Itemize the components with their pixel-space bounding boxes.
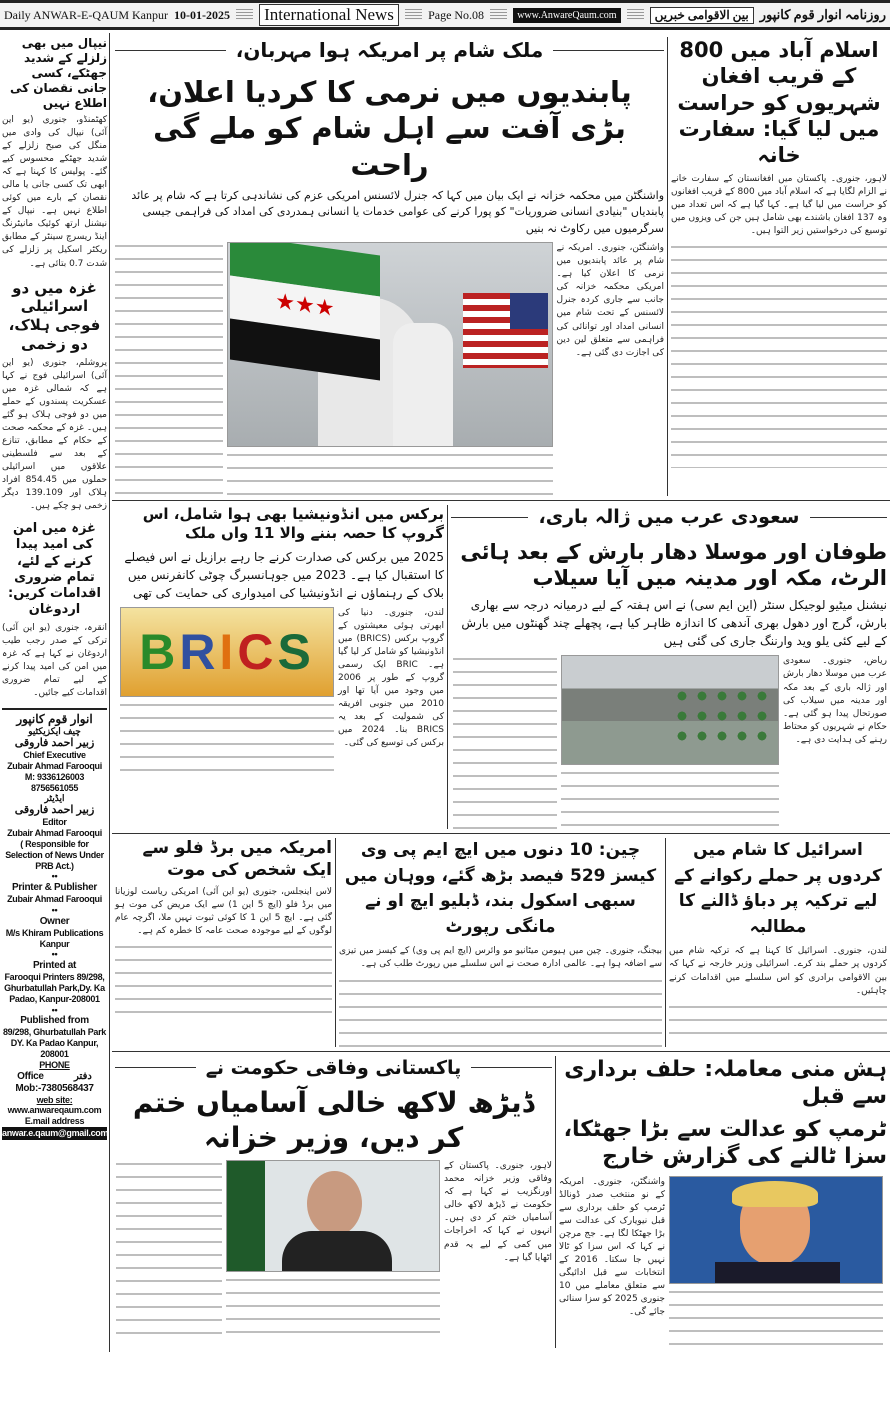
- trees: [672, 686, 772, 746]
- editor-urdu: ایڈیٹر: [44, 793, 65, 804]
- headline: امریکہ میں برڈ فلو سے ایک شخص کی موت: [142, 838, 332, 880]
- article-nepal: [2, 36, 107, 271]
- header-rule: [236, 9, 253, 21]
- us-flag: [463, 293, 548, 368]
- text-texture: [671, 243, 887, 468]
- article-gaza-peace: [2, 521, 107, 700]
- imprint-logo: انوار قوم کانپور: [16, 711, 93, 726]
- headline: برکس میں انڈونیشیا بھی ہوا شامل، اس گروپ کا حصہ بننے والا 11 واں ملک: [142, 505, 444, 542]
- owner-label: Owner: [39, 915, 70, 927]
- article-columns: [451, 655, 887, 829]
- text-texture: [669, 1288, 883, 1348]
- article-brics: [112, 505, 448, 829]
- name-urdu: زبیر احمد فاروقی: [14, 737, 95, 750]
- headline: چین: 10 دنوں میں ایچ ایم پی وی کیسز 529 فیصد بڑھ گئے، ووہان میں سبھی اسکول بند، ڈبلیو ایچ او نے مانگی رپورٹ: [344, 840, 657, 937]
- band-lower: [112, 834, 890, 1051]
- face: [307, 1171, 362, 1236]
- headline: اسلام آباد میں 800 کے قریب افغان شہریوں کو حراست میں لیا گیا: سفارت خانہ: [677, 38, 881, 167]
- paper-name: Daily ANWAR-E-QAUM Kanpur: [4, 7, 168, 22]
- headline: طوفان اور موسلا دھار بارش کے بعد ہائی الرٹ، مکہ اور مدینہ میں آیا سیلاب: [460, 539, 887, 591]
- office-mobile: Mob:-7380568437: [15, 1082, 94, 1094]
- brics-logo: BRICS: [139, 623, 315, 680]
- email-label: E.mail address: [24, 1116, 85, 1127]
- article-body: یروشلم، جنوری (یو این آئی) اسرائیلی فوج نے کہا ہے کہ شمالی غزہ میں عسکریت پسندوں کے حملے میں دو فوجی ہلاک ہو گئے ہیں۔ غزہ کے محکمہ صحت کے حکام کے مطابق، تنازع کے بعد سے فلسطینی علاقوں میں اسرائیلی حملوں میں 854.45 افراد ہلاک اور 139.109 دیگر زخمی ہو چکے ہیں۔: [2, 357, 107, 512]
- published-label: Published from: [20, 1015, 89, 1027]
- subhead: نیشنل میٹیو لوجیکل سنٹر (این ایم سی) نے اس ہفتہ کے لیے درمیانہ درجہ سے بھاری بارش، گرج اور دھول بھری آندھی کا اندازہ ظاہر کیا ہے، پچھلے چند گھنٹوں میں بارش کے لیے کئی یلو وید وارننگ جاری کی گئی ہیں: [461, 598, 887, 649]
- section-title: International News: [259, 4, 399, 26]
- suit: [282, 1231, 392, 1272]
- article-syria: [112, 37, 668, 496]
- photo-syria-flags: [227, 242, 553, 447]
- page-content: [0, 33, 890, 1352]
- article-columns: [115, 242, 664, 496]
- office-label-urdu: دفتر: [74, 1070, 92, 1082]
- separator-dots: ••: [51, 949, 58, 960]
- text-texture: [561, 769, 779, 829]
- header-rule: [405, 9, 422, 21]
- editor-label: Editor: [42, 817, 67, 828]
- article-body: انقرہ، جنوری (یو این آئی) ترکی کے صدر رجب طیب اردوغان نے کہا ہے کہ غزہ میں امن کی امید پیدا کرنے کے لیے تمام ضروری اقدامات کیے جائیں۔: [2, 622, 107, 698]
- main-area: [110, 33, 890, 1352]
- photo-flood: [561, 655, 779, 765]
- photo-column: [120, 607, 334, 781]
- published-address: 89/298, Ghurbatullah Park DY. Ka Padao Kanpur, 208001: [2, 1027, 107, 1059]
- issue-date: 10-01-2025: [173, 7, 230, 22]
- kicker: ملک شام پر امریکہ ہوا مہربان،: [115, 37, 664, 63]
- printer-name: Zubair Ahmad Farooqui: [7, 894, 102, 905]
- photo-column: [669, 1176, 883, 1348]
- article-china: [336, 838, 666, 1046]
- subhead: 2025 میں برکس کی صدارت کرنے جا رہے برازیل نے اس فیصلے کا استقبال کیا ہے۔ 2023 میں جوہانسبرگ چوٹی کانفرنس میں بلاک کے رہنماؤں نے انڈونیشیا کی امیدواری کی حمایت کی تھی: [124, 549, 444, 600]
- web-label: web site:: [36, 1094, 73, 1105]
- band-top: [112, 33, 890, 501]
- photo-finance-minister: [226, 1160, 440, 1272]
- mobile-1: M: 9336126003: [24, 771, 85, 782]
- article-trump: [556, 1056, 890, 1348]
- phone-label: PHONE: [39, 1059, 70, 1070]
- text-texture: [115, 242, 223, 496]
- headline: نیپال میں بھی زلزلے کے شدید جھٹکے، کسی جانی نقصان کی اطلاع نہیں: [10, 36, 107, 110]
- photo-trump: [669, 1176, 883, 1284]
- text-texture: [339, 977, 662, 1047]
- headline: غزہ میں دو اسرائیلی فوجی ہلاک، دو زخمی: [8, 278, 101, 353]
- article-gaza-soldiers: [2, 279, 107, 514]
- mobile-2: 8756561055: [30, 782, 79, 793]
- text-texture: [227, 451, 553, 496]
- section-title-urdu: بین الاقوامی خبریں: [650, 7, 754, 24]
- kicker: سعودی عرب میں ژالہ باری،: [451, 505, 887, 530]
- article-body: واشنگٹن، جنوری۔ امریکہ کے نو منتخب صدر ڈونالڈ ٹرمپ کو حلف برداری سے قبل نیویارک کی عدالت سے بڑا جھٹکا لگا ہے۔ جج مرچن نے کہا کہ اس سزا کو ٹالا نہیں جا سکتا۔ 2016 کے انتخابات سے قبل ادائیگی سے متعلق معاملے میں 10 جنوری 2025 کو سزا سنائی جائے گی۔: [559, 1176, 665, 1317]
- page-header: [0, 0, 890, 30]
- brics-logo-image: [120, 607, 334, 697]
- text-texture: [120, 701, 334, 781]
- printed-address: Farooqui Printers 89/298, Ghurbatullah Park,Dy. Ka Padao, Kanpur-208001: [4, 972, 105, 1004]
- photo-column: [227, 242, 553, 496]
- owner: M/s Khiram Publications Kanpur: [5, 927, 104, 949]
- headline: ٹرمپ کو عدالت سے بڑا جھٹکا، سزا ٹالنے کی گزارش خارج: [563, 1116, 887, 1170]
- website-link[interactable]: www.AnwareQaum.com: [513, 8, 620, 23]
- text-texture: [226, 1276, 440, 1336]
- masthead-logo: روزنامہ انوار قوم کانپور: [759, 7, 886, 22]
- article-israel: [666, 838, 890, 1046]
- ceo-name: Zubair Ahmad Farooqui: [7, 761, 102, 772]
- kicker: ہش منی معاملہ: حلف برداری سے قبل: [564, 1056, 887, 1110]
- article-body: لاہور، جنوری۔ پاکستان میں افغانستان کے سفارت خانے نے الزام لگایا ہے کہ اسلام آباد میں 800 کے قریب افغانوں کو حراست میں لیا گیا ہے۔ کہا گیا ہے کہ اس تعداد میں وہ 137 افغان باشندے بھی شامل ہیں جن کی ویزوں میں توسیع کی درخواستیں زیر التوا ہیں۔: [671, 174, 887, 237]
- editor-name: Zubair Ahmad Farooqui: [7, 828, 102, 839]
- headline: اسرائیل کا شام میں کردوں پر حملے رکوانے کے لیے ترکیہ پر دباؤ ڈالنے کا مطالبہ: [674, 840, 882, 937]
- subhead: واشنگٹن میں محکمہ خزانہ نے ایک بیان میں کہا کہ جنرل لائسنس امریکی عزم کی نشاندہی کرتا ہے کہ شام پر عائد پابندیاں "بنیادی انسانی ضروریات" کو پورا کرنے کی عوامی خدمات یا انسانی ہمدردی کی امداد کی فراہمی جیسی سرگرمیوں میں رکاوٹ نہ بنیں: [131, 188, 664, 235]
- kicker: پاکستانی وفاقی حکومت نے: [115, 1056, 552, 1081]
- article-columns: [559, 1176, 887, 1348]
- article-islamabad: [668, 37, 890, 496]
- photo-column: [226, 1160, 440, 1336]
- header-rule: [627, 9, 644, 21]
- band-middle: [112, 501, 890, 834]
- article-body: لاس اینجلس، جنوری (یو این آئی) امریکی ریاست لوزیانا میں برڈ فلو (ایچ 5 این 1) سے ایک مریض کی موت ہو گئی ہے۔ ایچ 5 این 1 کا کوئی ثبوت نہیں ملا، اگرچہ عام لوگوں کے لیے موجودہ صحت عامہ کا خطرہ کم ہے۔: [115, 886, 332, 937]
- article-saudi: [448, 505, 890, 829]
- article-pakistan: [112, 1056, 556, 1348]
- responsible-note: ( Responsible for Selection of News Under PRB Act.): [5, 839, 104, 871]
- text-texture: [115, 943, 332, 1023]
- left-column: [0, 33, 110, 1352]
- website[interactable]: www.anwareqaum.com: [7, 1105, 102, 1116]
- imprint-box: [2, 708, 107, 1140]
- page-number: Page No.08: [428, 7, 485, 22]
- ceo-urdu: چیف ایکزیکٹیو: [28, 726, 81, 737]
- headline: غزہ میں امن کی امید پیدا کرنے کے لئے، تمام ضروری اقدامات کریں: اردوغان: [8, 521, 101, 618]
- ceo-label: Chief Executive: [23, 750, 86, 761]
- headline: پابندیوں میں نرمی کا کردیا اعلان، بڑی آفت سے اہل شام کو ملے گی راحت: [147, 75, 632, 182]
- article-body: لندن، جنوری۔ اسرائیل کا کہنا ہے کہ ترکیہ شام میں کردوں پر حملے بند کرے۔ اسرائیلی وزیر خارجہ نے کہا کہ بین الاقوامی برادری کو اس سلسلے میں اقدامات کرنے چاہئیں۔: [669, 946, 887, 996]
- text-texture: [453, 655, 557, 829]
- printer-label: Printer & Publisher: [12, 882, 97, 894]
- article-body: ریاض، جنوری۔ سعودی عرب میں موسلا دھار بارش اور ژالہ باری کے بعد مکہ اور مدینہ میں سیلاب کی صورتحال پیدا ہو گئی ہے۔ حکام نے شہریوں کو محتاط رہنے کی ہدایت دی ہے۔: [783, 656, 887, 745]
- editor-name-urdu: زبیر احمد فاروقی: [14, 804, 95, 817]
- hair: [732, 1181, 818, 1207]
- printed-label: Printed at: [32, 960, 77, 972]
- header-rule: [490, 9, 507, 21]
- article-body: کھٹمنڈو، جنوری (یو این آئی) نیپال کی وادی میں منگل کی صبح زلزلے کے شدید جھٹکے محسوس کیے گئے۔ پولیس کا کہنا ہے کہ ابھی تک کسی جانی یا مالی نقصان کے بارے میں کوئی اطلاع نہیں ہے۔ نیپال کے نیشنل ارتھ کوئیک مانیٹرنگ اینڈ ریسرچ سینٹر کے مطابق ریکٹر اسکیل پر زلزلے کی شدت 0.7 بتائی ہے۔: [2, 115, 107, 269]
- suit: [715, 1262, 840, 1284]
- protester: [393, 323, 453, 447]
- band-bottom: [112, 1052, 890, 1352]
- text-texture: [669, 1003, 887, 1043]
- text-texture: [116, 1160, 222, 1336]
- article-body: واشنگٹن، جنوری۔ امریکہ نے شام پر عائد پابندیوں میں نرمی کا اعلان کیا ہے۔ امریکی محکمہ خزانہ کی جانب سے جاری کردہ جنرل لائسنس کے تحت شام میں انسانی امداد اور توانائی کی فراہمی سے متعلق لین دین کی اجازت دی گئی ہے۔: [556, 243, 664, 358]
- article-columns: [115, 607, 444, 781]
- photo-column: [561, 655, 779, 829]
- separator-dots: ••: [51, 1004, 58, 1015]
- article-body: بیجنگ، جنوری۔ چین میں ہیومن میٹانیو مو وائرس (ایچ ایم پی وی) کے کیسز میں تیزی سے اضافہ ہوا ہے۔ عالمی ادارہ صحت نے اس سلسلے میں رپورٹ طلب کی ہے۔: [339, 946, 662, 970]
- office-label: Office: [17, 1070, 44, 1082]
- article-columns: [115, 1160, 552, 1336]
- syrian-flag: ★★★: [230, 242, 380, 381]
- separator-dots: ••: [51, 905, 58, 916]
- headline: ڈیڑھ لاکھ خالی آسامیاں ختم کر دیں، وزیر خزانہ: [132, 1086, 535, 1155]
- email[interactable]: anwar.e.qaum@gmail.com: [2, 1127, 109, 1138]
- article-body: لندن، جنوری۔ دنیا کی ابھرتی ہوئی معیشتوں کے گروپ برکس (BRICS) میں انڈونیشیا کو شامل کر لیا گیا ہے۔ BRIC ایک رسمی گروپ کے طور پر 2006 میں وجود میں آیا تھا اور 2010 میں جنوبی افریقہ کی شمولیت کے بعد یہ BRICS بنا۔ 2024 میں برکس کی توسیع کی گئی۔: [338, 607, 444, 749]
- separator-dots: ••: [51, 871, 58, 882]
- article-body: لاہور، جنوری۔ پاکستان کے وفاقی وزیر خزانہ محمد اورنگزیب نے کہا ہے کہ حکومت نے ڈیڑھ لاکھ خالی آسامیاں ختم کر دی ہیں۔ انہوں نے کہا کہ اخراجات میں کمی کے لیے یہ قدم اٹھایا گیا ہے۔: [444, 1161, 552, 1263]
- article-bird-flu: [112, 838, 336, 1046]
